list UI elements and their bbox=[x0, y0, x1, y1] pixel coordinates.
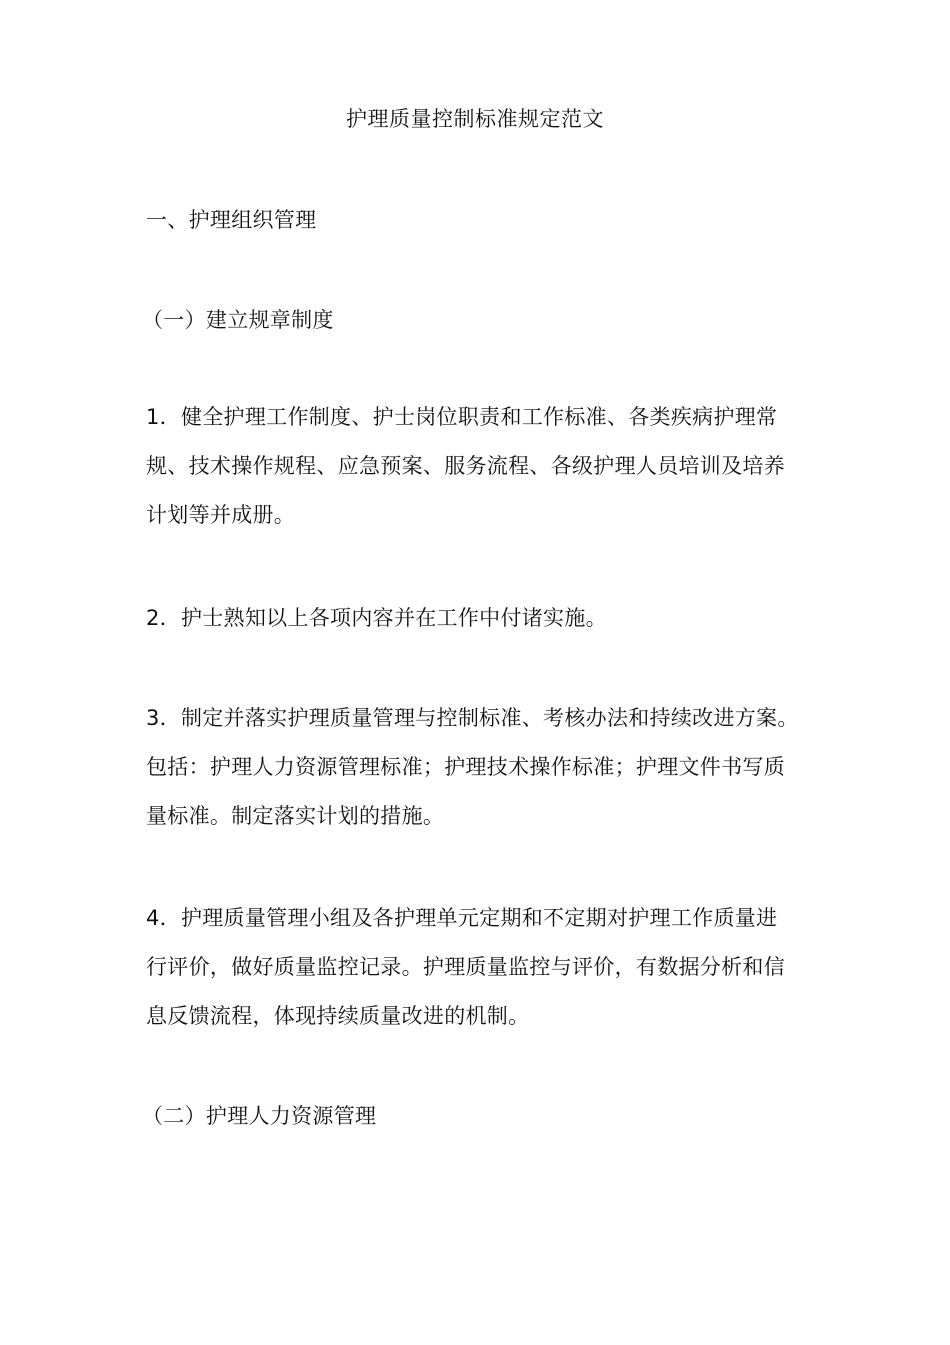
document-title: 护理质量控制标准规定范文 bbox=[346, 107, 604, 131]
section-heading: 一、护理组织管理 bbox=[146, 208, 317, 232]
paragraph-line: 规、技术操作规程、应急预案、服务流程、各级护理人员培训及培养 bbox=[146, 454, 785, 478]
paragraph-line: 计划等并成册。 bbox=[146, 503, 296, 527]
paragraph-line: 行评价，做好质量监控记录。护理质量监控与评价，有数据分析和信 bbox=[146, 955, 785, 979]
paragraph-1 bbox=[146, 393, 818, 540]
paragraph-line: 2．护士熟知以上各项内容并在工作中付诸实施。 bbox=[146, 606, 607, 630]
paragraph-4 bbox=[146, 894, 818, 1041]
paragraph-3 bbox=[146, 694, 818, 841]
paragraph-line: 4．护理质量管理小组及各护理单元定期和不定期对护理工作质量进 bbox=[146, 906, 778, 930]
paragraph-2 bbox=[146, 594, 818, 643]
paragraph-line: 息反馈流程，体现持续质量改进的机制。 bbox=[146, 1004, 530, 1028]
paragraph-line: 量标准。制定落实计划的措施。 bbox=[146, 804, 445, 828]
paragraph-line: 1．健全护理工作制度、护士岗位职责和工作标准、各类疾病护理常 bbox=[146, 405, 778, 429]
subsection-heading: （二）护理人力资源管理 bbox=[142, 1104, 377, 1128]
paragraph-line: 3．制定并落实护理质量管理与控制标准、考核办法和持续改进方案。 bbox=[146, 706, 799, 730]
subsection-heading: （一）建立规章制度 bbox=[142, 308, 334, 332]
paragraph-line: 包括：护理人力资源管理标准；护理技术操作标准；护理文件书写质 bbox=[146, 755, 785, 779]
